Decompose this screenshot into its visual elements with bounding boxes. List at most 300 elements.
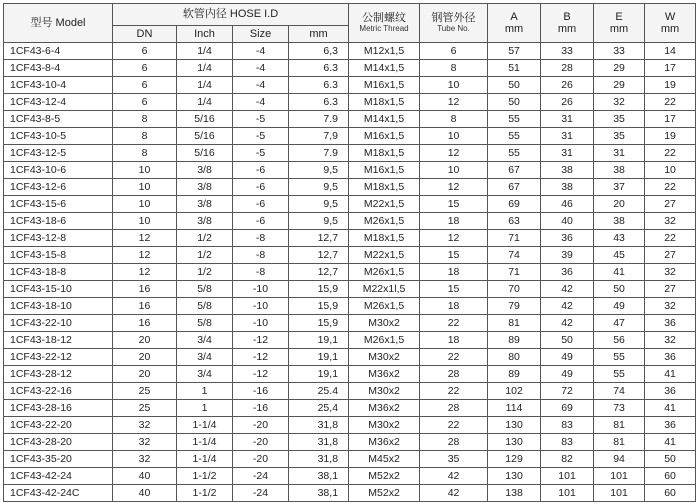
cell-b: 42 [541,281,594,298]
header-b-unit: mm [557,23,577,35]
cell-inch: 1-1/4 [177,451,233,468]
cell-size: -6 [233,213,289,230]
cell-model: 1CF43-22-12 [4,349,113,366]
cell-a: 74 [488,247,541,264]
cell-dn: 16 [113,281,177,298]
cell-e: 45 [594,247,645,264]
cell-a: 129 [488,451,541,468]
cell-a: 114 [488,400,541,417]
header-a-unit: mm [504,23,524,35]
cell-a: 69 [488,196,541,213]
cell-mm: 38,1 [289,468,349,485]
cell-size: -6 [233,196,289,213]
cell-model: 1CF43-28-20 [4,434,113,451]
cell-a: 80 [488,349,541,366]
header-a [488,4,541,43]
cell-metric-thread: M30x2 [349,417,420,434]
cell-tube-no: 18 [420,264,488,281]
cell-mm: 9,5 [289,196,349,213]
cell-e: 101 [594,468,645,485]
cell-metric-thread: M26x1,5 [349,332,420,349]
cell-dn: 32 [113,451,177,468]
spec-table [3,3,696,502]
cell-inch: 1/2 [177,230,233,247]
header-inch: Inch [177,26,233,43]
cell-w: 32 [645,264,696,281]
cell-model: 1CF43-15-8 [4,247,113,264]
cell-w: 36 [645,349,696,366]
cell-metric-thread: M36x2 [349,400,420,417]
cell-mm: 9,5 [289,162,349,179]
table-row [4,196,696,213]
cell-e: 29 [594,77,645,94]
cell-b: 33 [541,43,594,60]
cell-tube-no: 10 [420,162,488,179]
cell-e: 73 [594,400,645,417]
cell-model: 1CF43-35-20 [4,451,113,468]
cell-a: 102 [488,383,541,400]
cell-e: 74 [594,383,645,400]
header-e [594,4,645,43]
cell-tube-no: 22 [420,417,488,434]
cell-mm: 19,1 [289,366,349,383]
table-row [4,434,696,451]
cell-metric-thread: M26x1,5 [349,264,420,281]
cell-inch: 1/4 [177,77,233,94]
cell-model: 1CF43-6-4 [4,43,113,60]
cell-size: -20 [233,451,289,468]
header-e-unit: mm [609,23,629,35]
table-row [4,485,696,502]
cell-size: -6 [233,162,289,179]
cell-w: 41 [645,400,696,417]
cell-mm: 9,5 [289,179,349,196]
cell-tube-no: 42 [420,468,488,485]
cell-b: 101 [541,485,594,502]
cell-inch: 1 [177,383,233,400]
cell-a: 67 [488,179,541,196]
cell-e: 37 [594,179,645,196]
table-row [4,179,696,196]
header-b [541,4,594,43]
cell-b: 26 [541,94,594,111]
cell-w: 17 [645,60,696,77]
cell-a: 63 [488,213,541,230]
cell-model: 1CF43-42-24 [4,468,113,485]
cell-inch: 5/8 [177,281,233,298]
header-a-label: A [510,11,518,23]
cell-b: 40 [541,213,594,230]
cell-dn: 12 [113,264,177,281]
cell-model: 1CF43-8-5 [4,111,113,128]
cell-w: 22 [645,145,696,162]
cell-size: -4 [233,94,289,111]
cell-mm: 15,9 [289,298,349,315]
header-w-label: W [664,11,676,23]
cell-e: 81 [594,434,645,451]
cell-mm: 12,7 [289,247,349,264]
cell-size: -24 [233,468,289,485]
cell-e: 31 [594,145,645,162]
cell-tube-no: 10 [420,128,488,145]
cell-inch: 1-1/2 [177,468,233,485]
cell-tube-no: 12 [420,179,488,196]
cell-b: 83 [541,417,594,434]
cell-inch: 1/4 [177,94,233,111]
cell-model: 1CF43-12-6 [4,179,113,196]
cell-inch: 3/8 [177,196,233,213]
cell-mm: 6.3 [289,77,349,94]
cell-w: 17 [645,111,696,128]
header-dn: DN [113,26,177,43]
header-size: Size [233,26,289,43]
cell-w: 36 [645,315,696,332]
cell-tube-no: 8 [420,60,488,77]
cell-inch: 3/4 [177,349,233,366]
cell-dn: 10 [113,196,177,213]
cell-b: 38 [541,162,594,179]
cell-size: -12 [233,349,289,366]
cell-model: 1CF43-15-10 [4,281,113,298]
cell-metric-thread: M26x1,5 [349,298,420,315]
cell-b: 26 [541,77,594,94]
cell-tube-no: 22 [420,349,488,366]
cell-mm: 6.3 [289,94,349,111]
header-hose-id: 软管内径 HOSE I.D [113,4,349,26]
cell-metric-thread: M52x2 [349,468,420,485]
cell-b: 72 [541,383,594,400]
cell-w: 36 [645,383,696,400]
table-row [4,315,696,332]
cell-mm: 25,4 [289,400,349,417]
cell-mm: 12,7 [289,264,349,281]
cell-e: 55 [594,349,645,366]
cell-a: 51 [488,60,541,77]
cell-tube-no: 22 [420,383,488,400]
cell-size: -6 [233,179,289,196]
cell-model: 1CF43-22-20 [4,417,113,434]
cell-b: 31 [541,111,594,128]
cell-inch: 3/8 [177,162,233,179]
table-row [4,264,696,281]
cell-metric-thread: M18x1,5 [349,94,420,111]
cell-mm: 25.4 [289,383,349,400]
cell-w: 27 [645,196,696,213]
cell-b: 36 [541,230,594,247]
cell-a: 70 [488,281,541,298]
cell-metric-thread: M30x2 [349,315,420,332]
cell-w: 19 [645,77,696,94]
cell-model: 1CF43-12-5 [4,145,113,162]
cell-e: 41 [594,264,645,281]
cell-metric-thread: M18x1,5 [349,145,420,162]
cell-tube-no: 15 [420,196,488,213]
header-e-label: E [615,11,623,23]
cell-metric-thread: M52x2 [349,485,420,502]
cell-a: 79 [488,298,541,315]
cell-b: 36 [541,264,594,281]
cell-e: 20 [594,196,645,213]
cell-size: -10 [233,281,289,298]
cell-model: 1CF43-42-24C [4,485,113,502]
cell-model: 1CF43-10-4 [4,77,113,94]
cell-dn: 6 [113,60,177,77]
table-row [4,281,696,298]
cell-metric-thread: M36x2 [349,434,420,451]
cell-dn: 10 [113,162,177,179]
cell-tube-no: 22 [420,315,488,332]
header-metric-thread-en: Metric Thread [359,24,409,33]
cell-mm: 12,7 [289,230,349,247]
cell-size: -5 [233,128,289,145]
cell-size: -20 [233,434,289,451]
table-row [4,213,696,230]
cell-dn: 16 [113,315,177,332]
cell-mm: 38,1 [289,485,349,502]
cell-a: 71 [488,264,541,281]
cell-dn: 25 [113,383,177,400]
table-row [4,60,696,77]
cell-tube-no: 42 [420,485,488,502]
cell-inch: 5/16 [177,128,233,145]
cell-model: 1CF43-10-6 [4,162,113,179]
cell-metric-thread: M22x1,5 [349,247,420,264]
cell-a: 55 [488,145,541,162]
cell-dn: 25 [113,400,177,417]
cell-a: 71 [488,230,541,247]
cell-e: 55 [594,366,645,383]
cell-dn: 6 [113,77,177,94]
table-row [4,417,696,434]
cell-e: 50 [594,281,645,298]
cell-w: 36 [645,417,696,434]
header-w-unit: mm [660,23,680,35]
cell-metric-thread: M36x2 [349,366,420,383]
table-row [4,332,696,349]
cell-dn: 20 [113,332,177,349]
header-tube-no-cn: 钢管外径 [431,12,476,24]
cell-a: 130 [488,468,541,485]
cell-metric-thread: M45x2 [349,451,420,468]
cell-b: 39 [541,247,594,264]
cell-size: -20 [233,417,289,434]
cell-tube-no: 28 [420,434,488,451]
cell-e: 38 [594,162,645,179]
cell-mm: 6,3 [289,43,349,60]
cell-size: -8 [233,247,289,264]
cell-b: 38 [541,179,594,196]
table-row [4,400,696,417]
cell-size: -12 [233,366,289,383]
cell-metric-thread: M16x1,5 [349,162,420,179]
header-metric-thread-cn: 公制螺纹 [362,12,407,24]
cell-tube-no: 15 [420,247,488,264]
cell-w: 60 [645,485,696,502]
cell-metric-thread: M18x1,5 [349,179,420,196]
header-metric-thread [349,4,420,43]
cell-tube-no: 8 [420,111,488,128]
table-row [4,111,696,128]
cell-dn: 20 [113,349,177,366]
cell-e: 38 [594,213,645,230]
cell-model: 1CF43-28-16 [4,400,113,417]
cell-size: -24 [233,485,289,502]
cell-mm: 19,1 [289,349,349,366]
cell-mm: 6.3 [289,60,349,77]
cell-metric-thread: M22x1,5 [349,196,420,213]
table-body [4,43,696,502]
cell-mm: 15,9 [289,281,349,298]
table-row [4,77,696,94]
cell-inch: 1-1/2 [177,485,233,502]
cell-w: 32 [645,298,696,315]
cell-w: 10 [645,162,696,179]
cell-tube-no: 18 [420,298,488,315]
header-tube-no [420,4,488,43]
cell-e: 35 [594,111,645,128]
cell-e: 47 [594,315,645,332]
cell-mm: 15,9 [289,315,349,332]
table-row [4,468,696,485]
cell-tube-no: 10 [420,77,488,94]
cell-dn: 6 [113,43,177,60]
table-row [4,145,696,162]
cell-mm: 31,8 [289,417,349,434]
cell-tube-no: 28 [420,400,488,417]
cell-e: 101 [594,485,645,502]
cell-dn: 6 [113,94,177,111]
cell-mm: 31,8 [289,451,349,468]
cell-w: 32 [645,213,696,230]
cell-metric-thread: M16x1,5 [349,77,420,94]
cell-dn: 12 [113,230,177,247]
cell-e: 49 [594,298,645,315]
cell-metric-thread: M14x1,5 [349,111,420,128]
cell-b: 101 [541,468,594,485]
cell-mm: 7.9 [289,111,349,128]
cell-b: 31 [541,145,594,162]
cell-metric-thread: M16x1,5 [349,128,420,145]
cell-w: 14 [645,43,696,60]
cell-a: 89 [488,366,541,383]
cell-b: 83 [541,434,594,451]
cell-inch: 1-1/4 [177,417,233,434]
spec-table-container [3,3,695,502]
table-row [4,94,696,111]
cell-a: 89 [488,332,541,349]
cell-inch: 1/2 [177,264,233,281]
cell-b: 50 [541,332,594,349]
cell-model: 1CF43-28-12 [4,366,113,383]
table-row [4,451,696,468]
cell-a: 57 [488,43,541,60]
cell-dn: 32 [113,417,177,434]
cell-tube-no: 12 [420,145,488,162]
cell-dn: 8 [113,111,177,128]
cell-a: 138 [488,485,541,502]
cell-size: -16 [233,400,289,417]
cell-tube-no: 6 [420,43,488,60]
cell-inch: 5/16 [177,111,233,128]
cell-model: 1CF43-12-4 [4,94,113,111]
cell-inch: 1 [177,400,233,417]
cell-w: 41 [645,434,696,451]
cell-size: -10 [233,315,289,332]
cell-inch: 3/4 [177,366,233,383]
cell-inch: 1/4 [177,60,233,77]
cell-dn: 40 [113,485,177,502]
cell-a: 67 [488,162,541,179]
cell-size: -16 [233,383,289,400]
cell-e: 33 [594,43,645,60]
cell-metric-thread: M22x1l,5 [349,281,420,298]
cell-a: 130 [488,434,541,451]
cell-b: 31 [541,128,594,145]
cell-dn: 40 [113,468,177,485]
cell-dn: 16 [113,298,177,315]
cell-dn: 20 [113,366,177,383]
cell-model: 1CF43-10-5 [4,128,113,145]
cell-e: 35 [594,128,645,145]
cell-size: -4 [233,43,289,60]
cell-metric-thread: M30x2 [349,383,420,400]
cell-dn: 32 [113,434,177,451]
cell-a: 55 [488,111,541,128]
cell-w: 22 [645,179,696,196]
cell-e: 56 [594,332,645,349]
cell-w: 41 [645,366,696,383]
cell-w: 27 [645,247,696,264]
cell-mm: 7.9 [289,145,349,162]
table-header [4,4,696,43]
cell-b: 46 [541,196,594,213]
cell-a: 81 [488,315,541,332]
cell-b: 42 [541,315,594,332]
cell-size: -5 [233,145,289,162]
cell-w: 22 [645,230,696,247]
cell-size: -12 [233,332,289,349]
cell-mm: 19,1 [289,332,349,349]
cell-dn: 8 [113,128,177,145]
cell-model: 1CF43-8-4 [4,60,113,77]
table-row [4,230,696,247]
cell-mm: 31,8 [289,434,349,451]
cell-b: 49 [541,366,594,383]
cell-b: 42 [541,298,594,315]
cell-a: 55 [488,128,541,145]
cell-metric-thread: M26x1,5 [349,213,420,230]
header-model: 型号 Model [4,4,113,43]
table-row [4,383,696,400]
cell-a: 130 [488,417,541,434]
cell-mm: 9,5 [289,213,349,230]
cell-dn: 12 [113,247,177,264]
table-row [4,128,696,145]
cell-metric-thread: M12x1,5 [349,43,420,60]
cell-size: -8 [233,264,289,281]
cell-inch: 3/8 [177,213,233,230]
cell-b: 49 [541,349,594,366]
cell-inch: 3/4 [177,332,233,349]
table-row [4,43,696,60]
cell-e: 81 [594,417,645,434]
cell-model: 1CF43-22-10 [4,315,113,332]
cell-size: -4 [233,77,289,94]
cell-inch: 5/16 [177,145,233,162]
cell-dn: 10 [113,213,177,230]
cell-metric-thread: M14x1,5 [349,60,420,77]
cell-w: 27 [645,281,696,298]
